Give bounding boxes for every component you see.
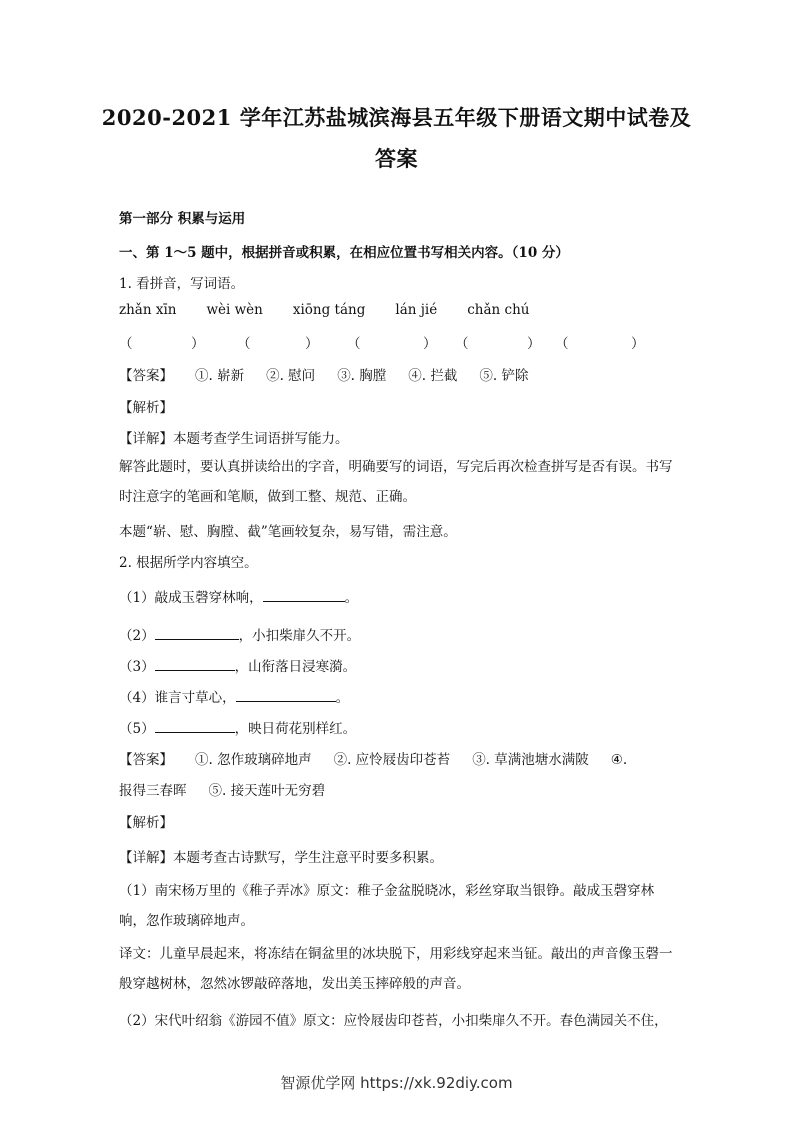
pinyin-item: chǎn chú: [467, 302, 530, 318]
paren-close: ）: [527, 336, 541, 352]
fill-blank-item: （5） ，映日荷花别样红。: [119, 721, 357, 737]
answer-item: ④.: [610, 752, 628, 768]
pinyin-item: xiōng táng: [292, 302, 366, 318]
fill-blank-item: （3） ，山衔落日浸寒漪。: [119, 659, 357, 675]
answer-parens-row: [119, 332, 679, 352]
fill-blank-item: （4）谁言寸草心， 。: [119, 690, 350, 706]
section-heading: 一、第 1～5 题中，根据拼音或积累，在相应位置书写相关内容。（10 分）: [119, 245, 569, 261]
answer-blank: [263, 589, 345, 602]
paren-open: （: [119, 336, 133, 352]
answer-item: ③. 草满池塘水满陂: [472, 752, 589, 768]
question-1-answer: [119, 364, 679, 384]
page-title-line2: 答案: [375, 146, 418, 171]
explanation-paragraph: 解答此题时，要认真拼读给出的字音，明确要写的词语，写完后再次检查拼写是否有误。书写时注意字的笔画和笔顺，做到工整、规范、正确。: [119, 459, 673, 505]
answer-item: ⑤. 接天莲叶无穷碧: [208, 783, 326, 799]
answer-blank: [155, 658, 235, 671]
question-2-answer-cont: [119, 779, 679, 799]
answer-item: ③. 胸膛: [337, 368, 387, 384]
fill-blank-item: （2） ，小扣柴扉久不开。: [119, 628, 361, 644]
part-heading: 第一部分 积累与运用: [119, 211, 246, 227]
paren-open: （: [555, 336, 569, 352]
explanation-paragraph: （1）南宋杨万里的《稚子弄冰》原文：稚子金盆脱晓冰，彩丝穿取当银铮。敲成玉磬穿林响，忽作玻璃碎地声。: [119, 883, 655, 929]
pinyin-row: [119, 302, 679, 318]
answer-item: ①. 忽作玻璃碎地声: [195, 752, 312, 768]
detail-text: 【详解】本题考查学生词语拼写能力。: [119, 431, 349, 447]
answer-item: ④. 拦截: [408, 368, 458, 384]
page-title-line1: 2020-2021 学年江苏盐城滨海县五年级下册语文期中试卷及: [101, 105, 692, 130]
explanation-paragraph: 译文：儿童早晨起来，将冻结在铜盆里的冰块脱下，用彩线穿起来当钲。敲出的声音像玉磬一般穿越树林，忽然冰锣敲碎落地，发出美玉摔碎般的声音。: [119, 946, 673, 992]
explanation-paragraph: 本题“崭、慰、胸膛、截”笔画较复杂，易写错，需注意。: [119, 524, 457, 540]
question-2-answer: [119, 748, 679, 768]
paren-open: （: [347, 336, 361, 352]
explanation-paragraph: （2）宋代叶绍翁《游园不值》原文：应怜屐齿印苍苔，小扣柴扉久不开。春色满园关不住，: [119, 1013, 668, 1029]
answer-item: ①. 崭新: [195, 368, 245, 384]
question-2-prompt: 2. 根据所学内容填空。: [119, 555, 258, 571]
answer-item: ②. 慰问: [266, 368, 316, 384]
detail-text: 【详解】本题考查古诗默写，学生注意平时要多积累。: [119, 850, 443, 866]
paren-close: ）: [191, 336, 205, 352]
answer-item: ②. 应怜屐齿印苍苔: [333, 752, 451, 768]
paren-close: ）: [631, 336, 645, 352]
paren-close: ）: [305, 336, 319, 352]
answer-label: 【答案】: [119, 368, 173, 384]
analysis-label: 【解析】: [119, 815, 173, 831]
footer-watermark: 智源优学网 https://xk.92diy.com: [280, 1074, 513, 1092]
paren-open: （: [237, 336, 251, 352]
answer-item: ⑤. 铲除: [479, 368, 529, 384]
paren-open: （: [455, 336, 469, 352]
fill-blank-item: （1）敲成玉磬穿林响， 。: [119, 590, 359, 606]
answer-blank: [236, 689, 336, 702]
analysis-label: 【解析】: [119, 400, 173, 416]
pinyin-item: lán jié: [395, 302, 438, 318]
answer-blank: [155, 720, 235, 733]
paren-close: ）: [423, 336, 437, 352]
answer-label: 【答案】: [119, 752, 173, 768]
answer-item: 报得三春晖: [119, 783, 187, 799]
question-1-prompt: 1. 看拼音，写词语。: [119, 276, 245, 292]
pinyin-item: zhǎn xīn: [119, 302, 177, 318]
answer-blank: [155, 627, 239, 640]
pinyin-item: wèi wèn: [206, 302, 263, 318]
